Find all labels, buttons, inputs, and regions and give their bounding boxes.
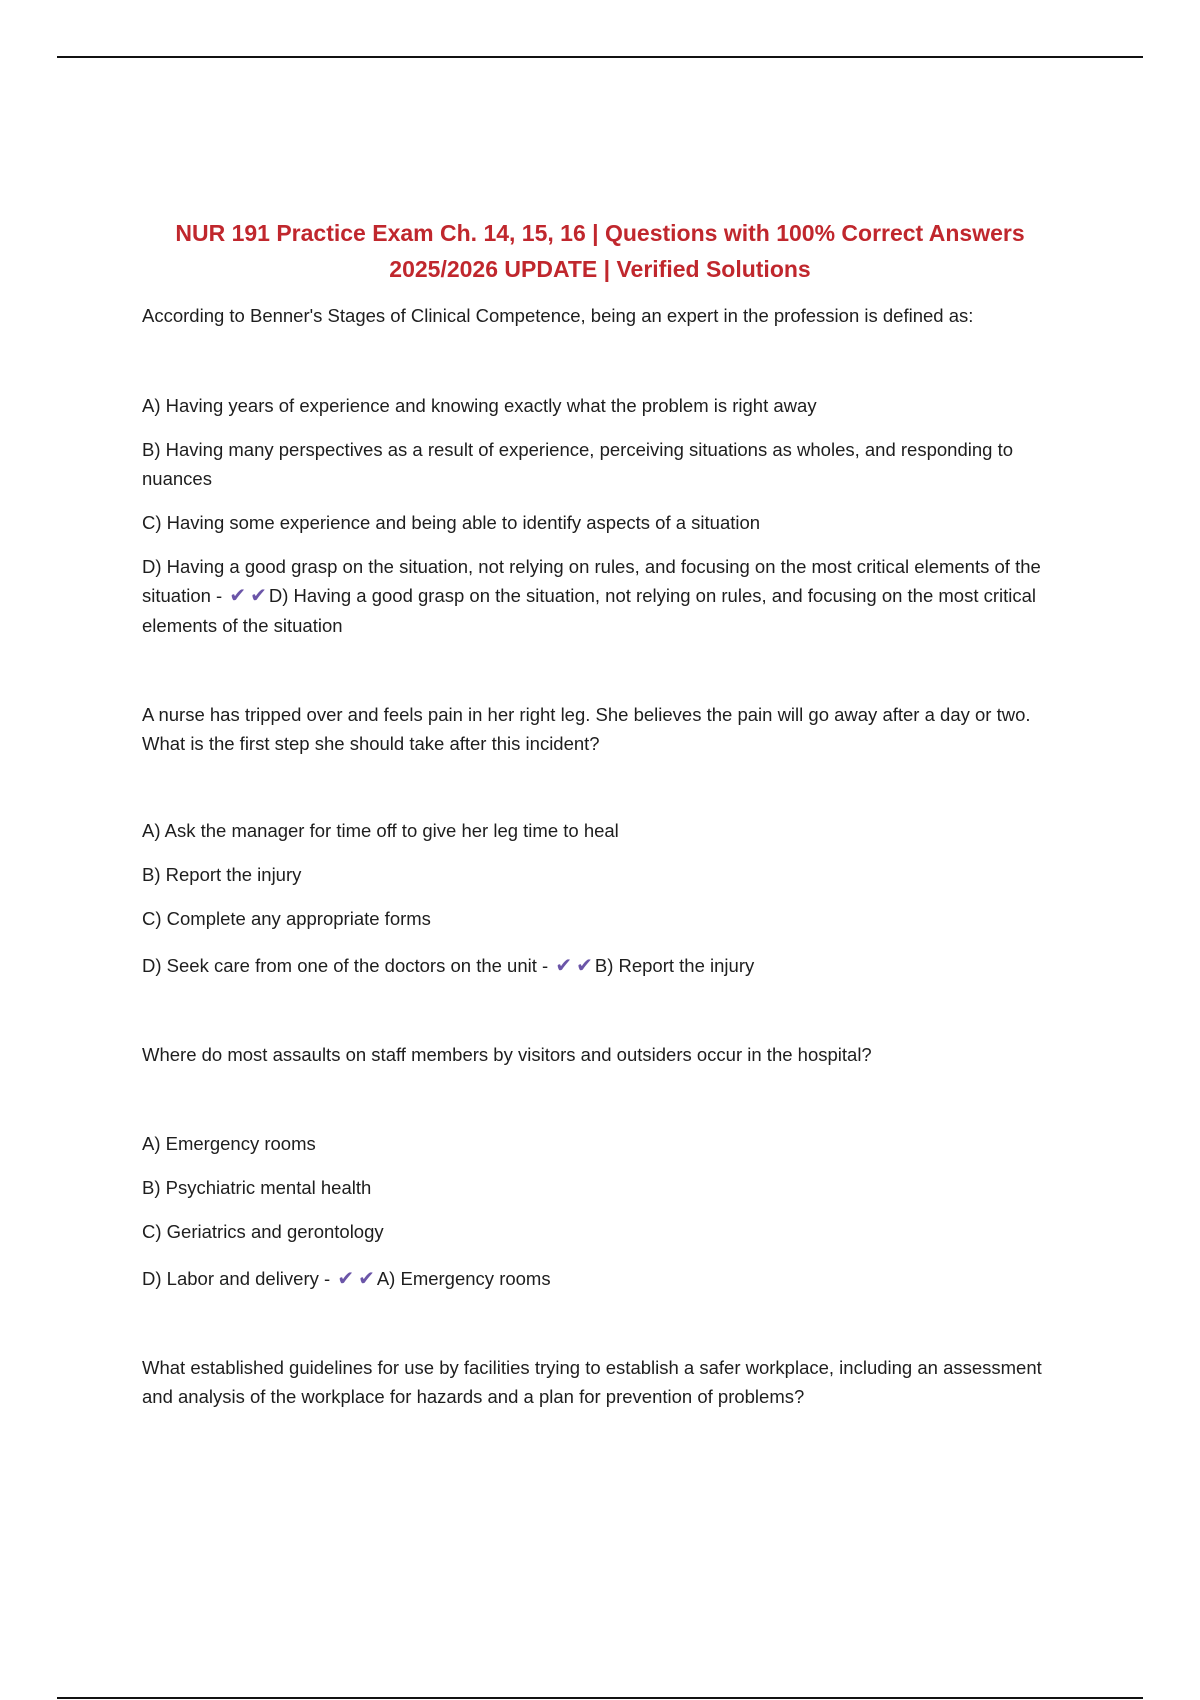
top-rule xyxy=(57,56,1143,58)
answer-option: B) Having many perspectives as a result of experience, perceiving situations as wholes, and responding to nuances xyxy=(142,439,1013,489)
answer-option-text: D) Labor and delivery - xyxy=(142,1268,336,1289)
check-icon: ✔ xyxy=(555,955,573,977)
answer-option: C) Having some experience and being able to identify aspects of a situation xyxy=(142,512,761,533)
bottom-rule xyxy=(57,1697,1143,1699)
title-line-1: NUR 191 Practice Exam Ch. 14, 15, 16 | Questions with 100% Correct Answers xyxy=(175,220,1025,246)
title-line-2: 2025/2026 UPDATE | Verified Solutions xyxy=(389,256,811,282)
check-icon: ✔ xyxy=(337,1268,355,1290)
answer-option-text: D) Seek care from one of the doctors on the unit - xyxy=(142,955,554,976)
correct-answer: A) Emergency rooms xyxy=(376,1268,551,1289)
answer-option: A) Ask the manager for time off to give her leg time to heal xyxy=(142,820,619,841)
answer-option-with-answer xyxy=(142,552,1062,640)
check-icon: ✔ xyxy=(576,955,593,977)
check-icon: ✔ xyxy=(358,1268,375,1290)
correct-answer: D) Having a good grasp on the situation, not relying on rules, and focusing on the most critical elements of the situation xyxy=(142,585,1037,636)
check-icon: ✔ xyxy=(229,585,247,607)
answer-option: A) Emergency rooms xyxy=(142,1133,316,1154)
question-text: According to Benner's Stages of Clinical Competence, being an expert in the profession is defined as: xyxy=(142,305,974,326)
answer-option: C) Complete any appropriate forms xyxy=(142,908,431,929)
answer-option-text: D) Having a good grasp on the situation, not relying on rules, and focusing on the most critical elements of the situation - xyxy=(142,556,1041,606)
answer-option-with-answer xyxy=(142,951,1062,981)
answer-option: A) Having years of experience and knowing exactly what the problem is right away xyxy=(142,395,817,416)
answer-option: B) Report the injury xyxy=(142,864,302,885)
answer-option: B) Psychiatric mental health xyxy=(142,1177,372,1198)
correct-answer: B) Report the injury xyxy=(594,955,755,976)
answer-option: C) Geriatrics and gerontology xyxy=(142,1221,384,1242)
document-title xyxy=(130,215,1070,287)
check-icon: ✔ xyxy=(250,585,267,607)
question-text: Where do most assaults on staff members by visitors and outsiders occur in the hospital? xyxy=(142,1044,872,1065)
answer-option-with-answer xyxy=(142,1264,1062,1294)
question-text: What established guidelines for use by facilities trying to establish a safer workplace, including an assessment and analysis of the workplace for hazards and a plan for prevention of problems? xyxy=(142,1357,1042,1407)
question-text: A nurse has tripped over and feels pain in her right leg. She believes the pain will go away after a day or two. What is the first step she should take after this incident? xyxy=(142,704,1031,754)
